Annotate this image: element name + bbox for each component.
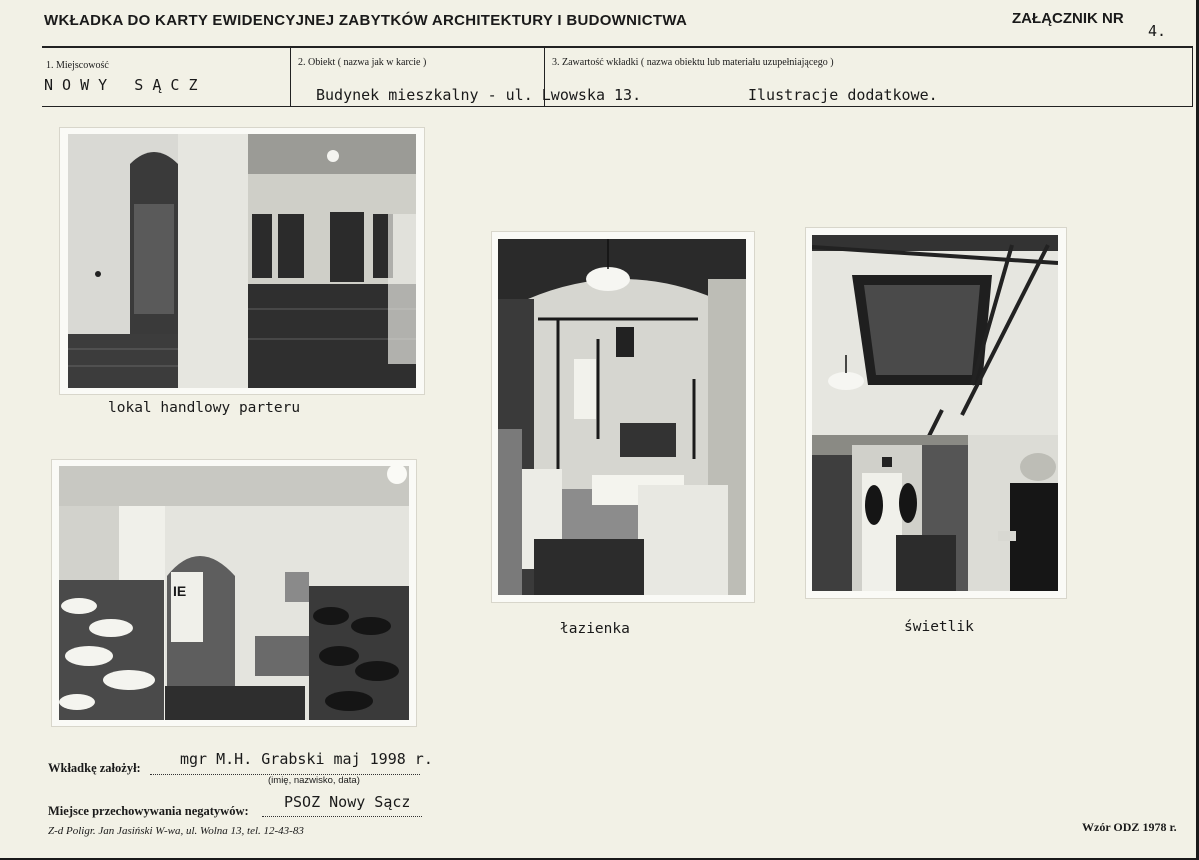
photo-shop-interior-image <box>59 466 409 720</box>
author-hint: (imię, nazwisko, data) <box>268 775 360 786</box>
author-value: mgr M.H. Grabski maj 1998 r. <box>180 750 433 768</box>
annex-label: ZAŁĄCZNIK NR <box>1012 10 1124 27</box>
object-label: 2. Obiekt ( nazwa jak w karcie ) <box>298 57 427 68</box>
author-label: Wkładkę założył: <box>48 761 141 775</box>
photo-shop-interior <box>52 460 416 726</box>
locality-value: N O W Y S Ą C Z <box>44 76 198 94</box>
form-model-id: Wzór ODZ 1978 r. <box>1082 820 1177 834</box>
locality-label: 1. Miejscowość <box>46 60 109 71</box>
caption-skylight: świetlik <box>904 619 974 635</box>
header-rule-top <box>42 46 1192 48</box>
photo-shop-entrance <box>60 128 424 394</box>
photo-bathroom <box>492 232 754 602</box>
form-title: WKŁADKA DO KARTY EWIDENCYJNEJ ZABYTKÓW ARCHITEKTURY I BUDOWNICTWA <box>44 12 688 29</box>
shop-sign-text: IE <box>173 583 187 599</box>
annex-number: 4. <box>1148 22 1167 40</box>
header-rule-bottom <box>42 106 1192 107</box>
photo-shop-entrance-image <box>68 134 416 388</box>
photo-skylight <box>806 228 1066 598</box>
negatives-label: Miejsce przechowywania negatywów: <box>48 804 249 818</box>
field-divider-1 <box>290 48 291 106</box>
content-label: 3. Zawartość wkładki ( nazwa obiektu lub materiału uzupełniającego ) <box>552 57 834 68</box>
negatives-value: PSOZ Nowy Sącz <box>284 793 411 811</box>
field-divider-3 <box>1192 46 1193 107</box>
photo-bathroom-image <box>498 239 746 595</box>
object-value: Budynek mieszkalny - ul. Lwowska 13. <box>316 86 642 104</box>
caption-bathroom: łazienka <box>560 621 630 637</box>
printer-imprint: Z-d Poligr. Jan Jasiński W-wa, ul. Wolna 13, tel. 12-43-83 <box>48 825 304 837</box>
content-value: Ilustracje dodatkowe. <box>748 86 938 104</box>
negatives-dotted-line <box>262 816 422 817</box>
photo-skylight-image <box>812 235 1058 591</box>
caption-shop-top: lokal handlowy parteru <box>108 400 301 416</box>
